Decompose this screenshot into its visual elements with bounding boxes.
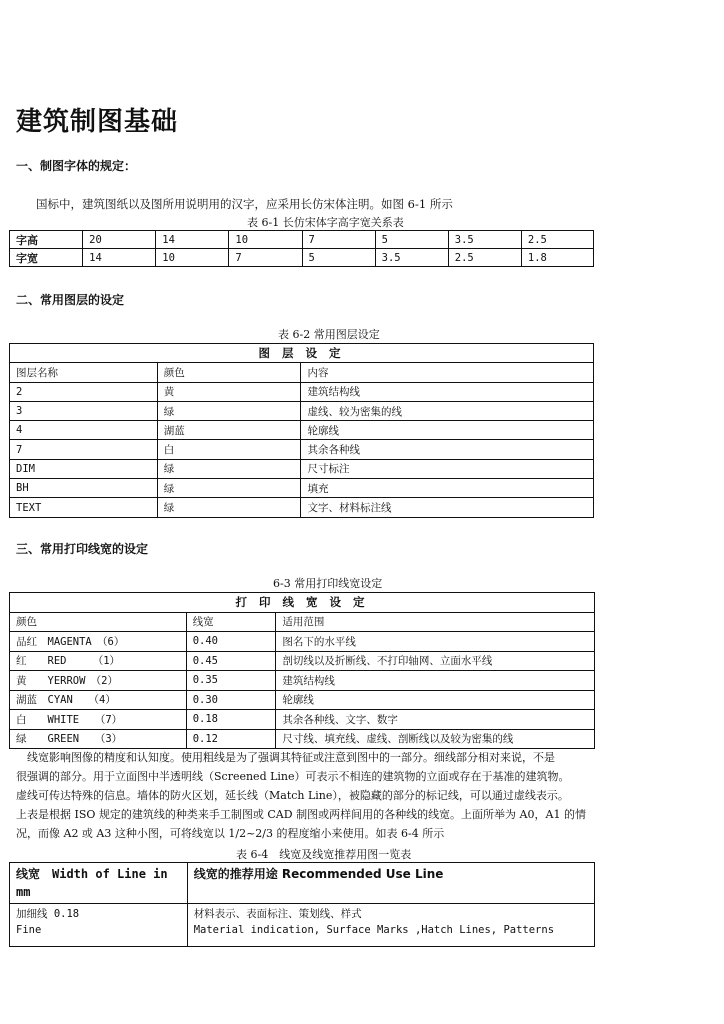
table-title: 打 印 线 宽 设 定 [10, 593, 595, 613]
paragraph-line: 很强调的部分。用于立面图中半透明线（Screened Line）可表示不相连的建筑物的立面或存在于基准的建筑物。 [16, 770, 570, 783]
table-6-4-caption: 表 6-4 线宽及线宽推荐用图一览表 [236, 848, 412, 861]
table-row [10, 498, 594, 517]
table-header-row [10, 863, 595, 904]
table-row [10, 729, 595, 749]
table-cell: 填充 [301, 479, 594, 498]
table-cell: 湖蓝 CYAN （4） [10, 690, 187, 710]
table-cell: 20 [83, 231, 156, 249]
section-1-paragraph: 国标中，建筑图纸以及图所用说明用的汉字，应采用长仿宋体注明。如图 6-1 所示 [36, 197, 453, 211]
table-header-row [10, 612, 595, 632]
table-cell: 黄 YERROW （2） [10, 671, 187, 691]
table-cell: 其余各种线 [301, 440, 594, 459]
section-3-heading: 三、常用打印线宽的设定 [16, 542, 149, 556]
table-cell: 绿 [157, 479, 301, 498]
table-cell: TEXT [10, 498, 158, 517]
column-header: 图层名称 [10, 363, 158, 382]
table-6-3-caption: 6-3 常用打印线宽设定 [273, 577, 383, 590]
table-cell: 0.12 [186, 729, 276, 749]
table-cell: 10 [156, 249, 229, 267]
table-cell: 尺寸线、填充线、虚线、剖断线以及较为密集的线 [276, 729, 595, 749]
table-6-1 [9, 230, 594, 267]
table-row [10, 710, 595, 730]
table-cell: 红 RED （1） [10, 651, 187, 671]
table-cell: 0.40 [186, 632, 276, 652]
table-cell: 3 [10, 401, 158, 420]
table-row [10, 904, 595, 947]
table-cell: 4 [10, 421, 158, 440]
table-cell: 黄 [157, 382, 301, 401]
column-header: 内容 [301, 363, 594, 382]
table-cell: 虚线、较为密集的线 [301, 401, 594, 420]
column-header: 颜色 [157, 363, 301, 382]
table-cell: 字高 [10, 231, 83, 249]
paragraph-line: 虚线可传达特殊的信息。墙体的防火区划，延长线（Match Line），被隐藏的部分的标记线，可以通过虚线表示。 [16, 789, 569, 802]
section-2-heading: 二、常用图层的设定 [16, 293, 125, 307]
table-cell: 14 [156, 231, 229, 249]
table-row [10, 249, 594, 267]
table-row [10, 231, 594, 249]
table-row [10, 632, 595, 652]
table-title-row [10, 593, 595, 613]
cell-line: 加细线 0.18 [16, 908, 80, 920]
table-row [10, 401, 594, 420]
table-cell: 轮廓线 [276, 690, 595, 710]
table-6-4 [9, 862, 595, 947]
cell-line: Fine [16, 924, 42, 936]
table-row [10, 440, 594, 459]
table-cell: 字宽 [10, 249, 83, 267]
table-cell: 10 [229, 231, 302, 249]
table-cell: 7 [229, 249, 302, 267]
column-header: 颜色 [10, 612, 187, 632]
table-row [10, 690, 595, 710]
table-cell: 0.45 [186, 651, 276, 671]
table-cell [10, 904, 188, 947]
table-row [10, 671, 595, 691]
table-cell: 文字、材料标注线 [301, 498, 594, 517]
table-cell: 绿 [157, 401, 301, 420]
paragraph-line: 线宽影响图像的精度和认知度。使用粗线是为了强调其特征或注意到图中的一部分。细线部分相对来说，不是 [16, 751, 555, 764]
table-cell: 2 [10, 382, 158, 401]
table-cell: 7 [302, 231, 375, 249]
table-cell: 绿 [157, 498, 301, 517]
table-cell: 建筑结构线 [276, 671, 595, 691]
table-row [10, 651, 595, 671]
table-cell: 14 [83, 249, 156, 267]
table-cell: 品红 MAGENTA （6） [10, 632, 187, 652]
table-cell: BH [10, 479, 158, 498]
table-cell: 建筑结构线 [301, 382, 594, 401]
table-cell: 白 WHITE （7） [10, 710, 187, 730]
table-cell: 0.35 [186, 671, 276, 691]
table-cell: 1.8 [521, 249, 593, 267]
table-cell: 2.5 [521, 231, 593, 249]
table-cell: 绿 [157, 459, 301, 478]
column-header: 适用范围 [276, 612, 595, 632]
table-cell: 绿 GREEN （3） [10, 729, 187, 749]
page-title: 建筑制图基础 [16, 107, 179, 137]
table-cell: 尺寸标注 [301, 459, 594, 478]
paragraph-line: 上表是根据 ISO 规定的建筑线的种类来手工制图或 CAD 制图或两样间用的各种线的线宽。上面所举为 A0，A1 的情 [16, 808, 586, 821]
table-row [10, 459, 594, 478]
table-cell: 图名下的水平线 [276, 632, 595, 652]
table-cell: 剖切线以及折断线、不打印轴网、立面水平线 [276, 651, 595, 671]
table-cell: 轮廓线 [301, 421, 594, 440]
table-cell: 0.18 [186, 710, 276, 730]
table-title: 图 层 设 定 [10, 344, 594, 363]
table-cell: 3.5 [448, 231, 521, 249]
table-cell: 其余各种线、文字、数字 [276, 710, 595, 730]
table-title-row [10, 344, 594, 363]
table-cell: 白 [157, 440, 301, 459]
table-6-2 [9, 343, 594, 518]
column-header: 线宽 [186, 612, 276, 632]
table-cell: 5 [302, 249, 375, 267]
table-6-3 [9, 592, 595, 749]
cell-line: Material indication, Surface Marks ,Hatch Lines, Patterns [193, 924, 555, 936]
table-cell [187, 904, 594, 947]
table-row [10, 479, 594, 498]
table-cell: 5 [375, 231, 448, 249]
section-1-heading: 一、制图字体的规定： [16, 159, 137, 173]
paragraph-line: 况，而像 A2 或 A3 这种小图，可将线宽以 1/2~2/3 的程度缩小来使用。如表 6-4 所示 [16, 827, 445, 840]
table-cell: 7 [10, 440, 158, 459]
table-row [10, 421, 594, 440]
table-cell: DIM [10, 459, 158, 478]
table-header-row [10, 363, 594, 382]
cell-line: 材料表示、表面标注、策划线、样式 [193, 908, 362, 920]
table-6-2-caption: 表 6-2 常用图层设定 [278, 328, 380, 341]
table-cell: 0.30 [186, 690, 276, 710]
table-cell: 湖蓝 [157, 421, 301, 440]
column-header: 线宽的推荐用途 Recommended Use Line [187, 863, 594, 904]
column-header: 线宽 Width of Line in mm [10, 863, 188, 904]
table-6-1-caption: 表 6-1 长仿宋体字高字宽关系表 [247, 216, 404, 229]
table-cell: 2.5 [448, 249, 521, 267]
line-width-paragraph [16, 748, 666, 843]
table-row [10, 382, 594, 401]
table-cell: 3.5 [375, 249, 448, 267]
